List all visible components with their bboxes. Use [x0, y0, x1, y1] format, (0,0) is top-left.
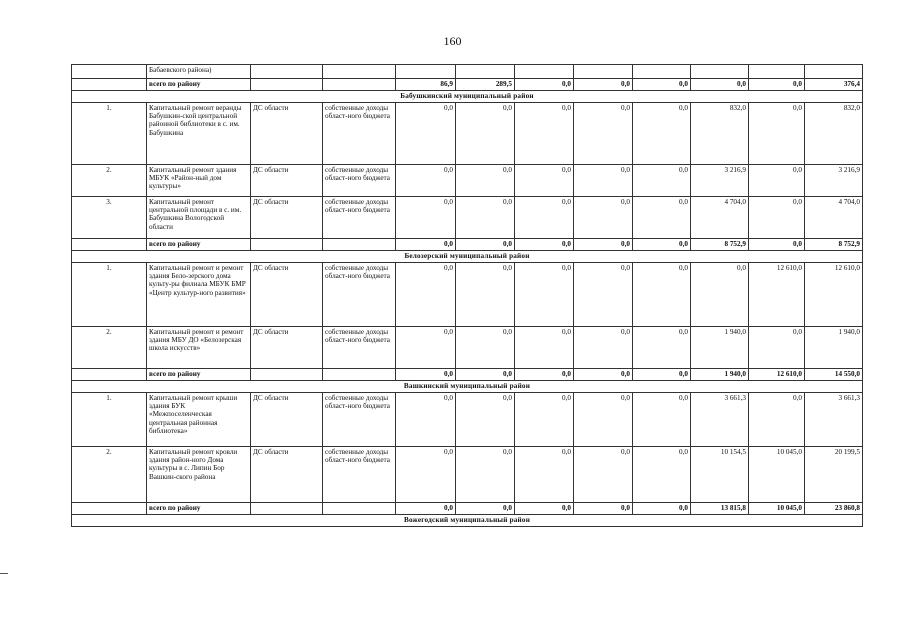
value-cell: 1 940,0	[691, 327, 749, 369]
value-cell: 12 610,0	[749, 263, 805, 327]
value-cell: 3 661,3	[691, 393, 749, 447]
value-cell: 12 610,0	[749, 369, 805, 381]
row-number: 2.	[72, 165, 147, 197]
value-cell: 0,0	[515, 447, 574, 503]
value-cell: 0,0	[396, 197, 456, 239]
value-cell: 10 045,0	[749, 447, 805, 503]
value-cell: 0,0	[515, 165, 574, 197]
value-cell: 3 661,3	[805, 393, 863, 447]
value-cell: 10 045,0	[749, 503, 805, 515]
empty-cell	[251, 503, 323, 515]
value-cell: 0,0	[633, 393, 691, 447]
value-cell: 0,0	[574, 263, 633, 327]
empty-cell	[72, 503, 147, 515]
value-cell: 0,0	[515, 369, 574, 381]
district-total-row	[72, 239, 863, 251]
value-cell: 0,0	[749, 79, 805, 91]
empty-cell	[323, 503, 396, 515]
value-cell: 8 752,9	[805, 239, 863, 251]
funding-source: ДС области	[251, 393, 323, 447]
value-cell: 0,0	[456, 327, 515, 369]
value-cell: 0,0	[515, 263, 574, 327]
value-cell: 832,0	[691, 103, 749, 165]
district-name: Вашкинский муниципальный район	[72, 381, 863, 393]
income-type: собственные доходы област-ного бюджета	[323, 447, 396, 503]
district-total-row	[72, 503, 863, 515]
value-cell: 0,0	[691, 263, 749, 327]
value-cell: 0,0	[515, 79, 574, 91]
value-cell: 0,0	[633, 197, 691, 239]
value-cell: 0,0	[749, 327, 805, 369]
object-name: Капитальный ремонт и ремонт здания Бело-зерского дома культу-ры филиала МБУК БМР «Центр культур-ного развития»	[147, 263, 251, 327]
value-cell: 10 154,5	[691, 447, 749, 503]
empty-cell	[323, 369, 396, 381]
value-cell: 0,0	[396, 239, 456, 251]
value-cell: 8 752,9	[691, 239, 749, 251]
value-cell: 0,0	[574, 103, 633, 165]
empty-cell	[72, 369, 147, 381]
value-cell: 0,0	[633, 263, 691, 327]
value-cell: 0,0	[396, 103, 456, 165]
value-cell: 289,5	[456, 79, 515, 91]
value-cell: 0,0	[574, 393, 633, 447]
value-cell: 0,0	[396, 369, 456, 381]
value-cell: 0,0	[515, 327, 574, 369]
empty-cell	[323, 239, 396, 251]
value-cell: 20 199,5	[805, 447, 863, 503]
funding-source: ДС области	[251, 327, 323, 369]
value-cell: 0,0	[749, 197, 805, 239]
value-cell: 832,0	[805, 103, 863, 165]
district-name: Белозерский муниципальный район	[72, 251, 863, 263]
value-cell: 23 860,8	[805, 503, 863, 515]
value-cell: 0,0	[456, 239, 515, 251]
table-row	[72, 393, 863, 447]
district-header-row	[72, 251, 863, 263]
value-cell: 4 704,0	[805, 197, 863, 239]
value-cell: 0,0	[515, 393, 574, 447]
district-total-row	[72, 369, 863, 381]
value-cell: 0,0	[396, 503, 456, 515]
value-cell: 0,0	[456, 503, 515, 515]
margin-mark	[0, 573, 8, 574]
value-cell: 0,0	[574, 197, 633, 239]
value-cell: 14 550,0	[805, 369, 863, 381]
value-cell: 0,0	[456, 263, 515, 327]
table-row	[72, 263, 863, 327]
table-row	[72, 197, 863, 239]
table-row	[72, 103, 863, 165]
value-cell: 0,0	[633, 165, 691, 197]
empty-cell	[251, 369, 323, 381]
value-cell: 0,0	[574, 327, 633, 369]
table-row	[72, 327, 863, 369]
district-header-row	[72, 381, 863, 393]
income-type: собственные доходы област-ного бюджета	[323, 197, 396, 239]
income-type: собственные доходы област-ного бюджета	[323, 103, 396, 165]
value-cell: 0,0	[574, 369, 633, 381]
row-number: 1.	[72, 393, 147, 447]
district-header-row	[72, 91, 863, 103]
row-number: 1.	[72, 263, 147, 327]
object-name: Капитальный ремонт кровли здания район-ного Дома культуры в с. Липин Бор Вашкин-ского района	[147, 447, 251, 503]
income-type: собственные доходы област-ного бюджета	[323, 165, 396, 197]
value-cell: 0,0	[396, 447, 456, 503]
row-number: 3.	[72, 197, 147, 239]
funding-source: ДС области	[251, 263, 323, 327]
row-number: 1.	[72, 103, 147, 165]
total-label: всего по району	[147, 79, 251, 91]
value-cell: 0,0	[515, 197, 574, 239]
funding-source: ДС области	[251, 197, 323, 239]
district-name: Бабушкинский муниципальный район	[72, 91, 863, 103]
value-cell: 0,0	[749, 239, 805, 251]
value-cell: 0,0	[456, 393, 515, 447]
income-type: собственные доходы област-ного бюджета	[323, 263, 396, 327]
object-name: Капитальный ремонт веранды Бабушкин-ской центральной районной библиотеки в с. им. Бабушкина	[147, 103, 251, 165]
object-name: Капитальный ремонт и ремонт здания МБУ ДО «Белозерская школа искусств»	[147, 327, 251, 369]
district-name: Вожегодский муниципальный район	[72, 515, 863, 527]
value-cell: 4 704,0	[691, 197, 749, 239]
total-label: всего по району	[147, 239, 251, 251]
top-fragment-row	[72, 65, 863, 79]
table-row	[72, 447, 863, 503]
value-cell: 0,0	[574, 503, 633, 515]
value-cell: 3 216,9	[691, 165, 749, 197]
table-row	[72, 165, 863, 197]
row-number: 2.	[72, 447, 147, 503]
value-cell: 0,0	[633, 503, 691, 515]
value-cell: 0,0	[396, 263, 456, 327]
value-cell: 3 216,9	[805, 165, 863, 197]
income-type: собственные доходы област-ного бюджета	[323, 327, 396, 369]
row-number: 2.	[72, 327, 147, 369]
object-name: Капитальный ремонт здания МБУК «Район-ный дом культуры»	[147, 165, 251, 197]
page-number: 160	[443, 34, 462, 48]
value-cell: 0,0	[691, 79, 749, 91]
value-cell: 0,0	[633, 327, 691, 369]
value-cell: 0,0	[574, 447, 633, 503]
value-cell: 1 940,0	[805, 327, 863, 369]
object-name: Капитальный ремонт центральной площади в с. им. Бабушкина Вологодской области	[147, 197, 251, 239]
total-label: всего по району	[147, 369, 251, 381]
value-cell: 0,0	[456, 103, 515, 165]
value-cell: 0,0	[574, 165, 633, 197]
value-cell: 1 940,0	[691, 369, 749, 381]
value-cell: 0,0	[396, 327, 456, 369]
value-cell: 0,0	[749, 393, 805, 447]
value-cell: 0,0	[515, 503, 574, 515]
value-cell: 0,0	[633, 447, 691, 503]
value-cell: 0,0	[515, 239, 574, 251]
value-cell: 13 815,8	[691, 503, 749, 515]
value-cell: 0,0	[633, 103, 691, 165]
top-fragment-text: Бабаевского района)	[147, 65, 251, 79]
empty-cell	[72, 239, 147, 251]
value-cell: 0,0	[749, 103, 805, 165]
value-cell: 0,0	[396, 165, 456, 197]
value-cell: 0,0	[396, 393, 456, 447]
value-cell: 86,9	[396, 79, 456, 91]
object-name: Капитальный ремонт крыши здания БУК «Межпоселенческая центральная районная библиотека»	[147, 393, 251, 447]
empty-cell	[251, 239, 323, 251]
value-cell: 12 610,0	[805, 263, 863, 327]
funding-source: ДС области	[251, 447, 323, 503]
value-cell: 0,0	[574, 79, 633, 91]
top-total-row	[72, 79, 863, 91]
value-cell: 0,0	[456, 447, 515, 503]
income-type: собственные доходы област-ного бюджета	[323, 393, 396, 447]
value-cell: 0,0	[749, 165, 805, 197]
value-cell: 0,0	[633, 239, 691, 251]
district-header-row	[72, 515, 863, 527]
value-cell: 0,0	[633, 79, 691, 91]
value-cell: 376,4	[805, 79, 863, 91]
funding-source: ДС области	[251, 103, 323, 165]
value-cell: 0,0	[515, 103, 574, 165]
value-cell: 0,0	[456, 369, 515, 381]
funding-source: ДС области	[251, 165, 323, 197]
budget-table	[71, 64, 863, 527]
value-cell: 0,0	[574, 239, 633, 251]
value-cell: 0,0	[456, 165, 515, 197]
value-cell: 0,0	[633, 369, 691, 381]
value-cell: 0,0	[456, 197, 515, 239]
total-label: всего по району	[147, 503, 251, 515]
